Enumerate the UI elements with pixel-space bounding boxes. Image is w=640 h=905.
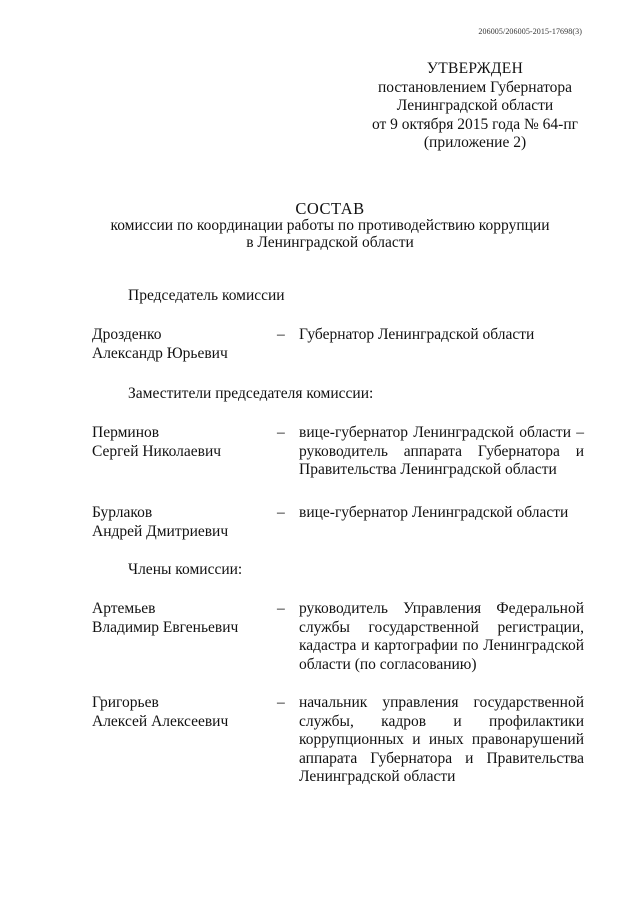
person-role: вице-губернатор Ленинградской области – руководитель аппарата Губернатора и Правительства Ленинградской области (299, 424, 584, 478)
person-surname: Перминов (92, 424, 160, 441)
document-id: 206005/206005-2015-17698(3) (478, 27, 582, 36)
dash: – (277, 694, 285, 711)
title-main: СОСТАВ (295, 199, 365, 218)
title-line-2: в Ленинградской области (246, 234, 414, 251)
person-name (92, 504, 272, 541)
approval-line-4: (приложение 2) (423, 134, 527, 151)
approval-word: УТВЕРЖДЕН (426, 60, 524, 77)
title-line-1: комиссии по координации работы по противодействию коррупции (110, 217, 550, 234)
person-name (92, 424, 272, 461)
person-surname: Бурлаков (92, 504, 153, 521)
section-chair-heading: Председатель комиссии (128, 287, 285, 304)
person-surname: Артемьев (92, 600, 156, 617)
approval-block (350, 60, 600, 153)
person-role: начальник управления государственной службы, кадров и профилактики коррупционных и иных правонарушений аппарата Губернатора и Правительства Ленинградской области (299, 694, 584, 785)
dash: – (277, 504, 285, 521)
person-given-name: Андрей Дмитриевич (92, 522, 229, 540)
person-role: руководитель Управления Федеральной службы государственной регистрации, кадастра и картографии по Ленинградской области (по согласованию) (299, 600, 584, 673)
dash: – (277, 424, 285, 441)
dash: – (277, 326, 285, 343)
document-title (60, 200, 600, 251)
person-name (92, 326, 272, 363)
person-name (92, 600, 272, 637)
approval-line-3: от 9 октября 2015 года № 64-пг (371, 115, 578, 133)
person-surname: Дрозденко (92, 326, 162, 343)
person-given-name: Александр Юрьевич (92, 344, 228, 362)
person-name (92, 694, 272, 731)
section-members-heading: Члены комиссии: (128, 561, 243, 578)
section-deputies-heading: Заместители председателя комиссии: (128, 385, 374, 402)
person-given-name: Алексей Алексеевич (92, 712, 229, 730)
person-given-name: Владимир Евгеньевич (92, 618, 239, 636)
dash: – (277, 600, 285, 617)
person-role: Губернатор Ленинградской области (299, 326, 535, 343)
person-role: вице-губернатор Ленинградской области (299, 504, 569, 521)
approval-line-1: постановлением Губернатора (377, 78, 573, 96)
person-given-name: Сергей Николаевич (92, 442, 222, 460)
approval-line-2: Ленинградской области (396, 97, 554, 114)
person-surname: Григорьев (92, 694, 159, 711)
